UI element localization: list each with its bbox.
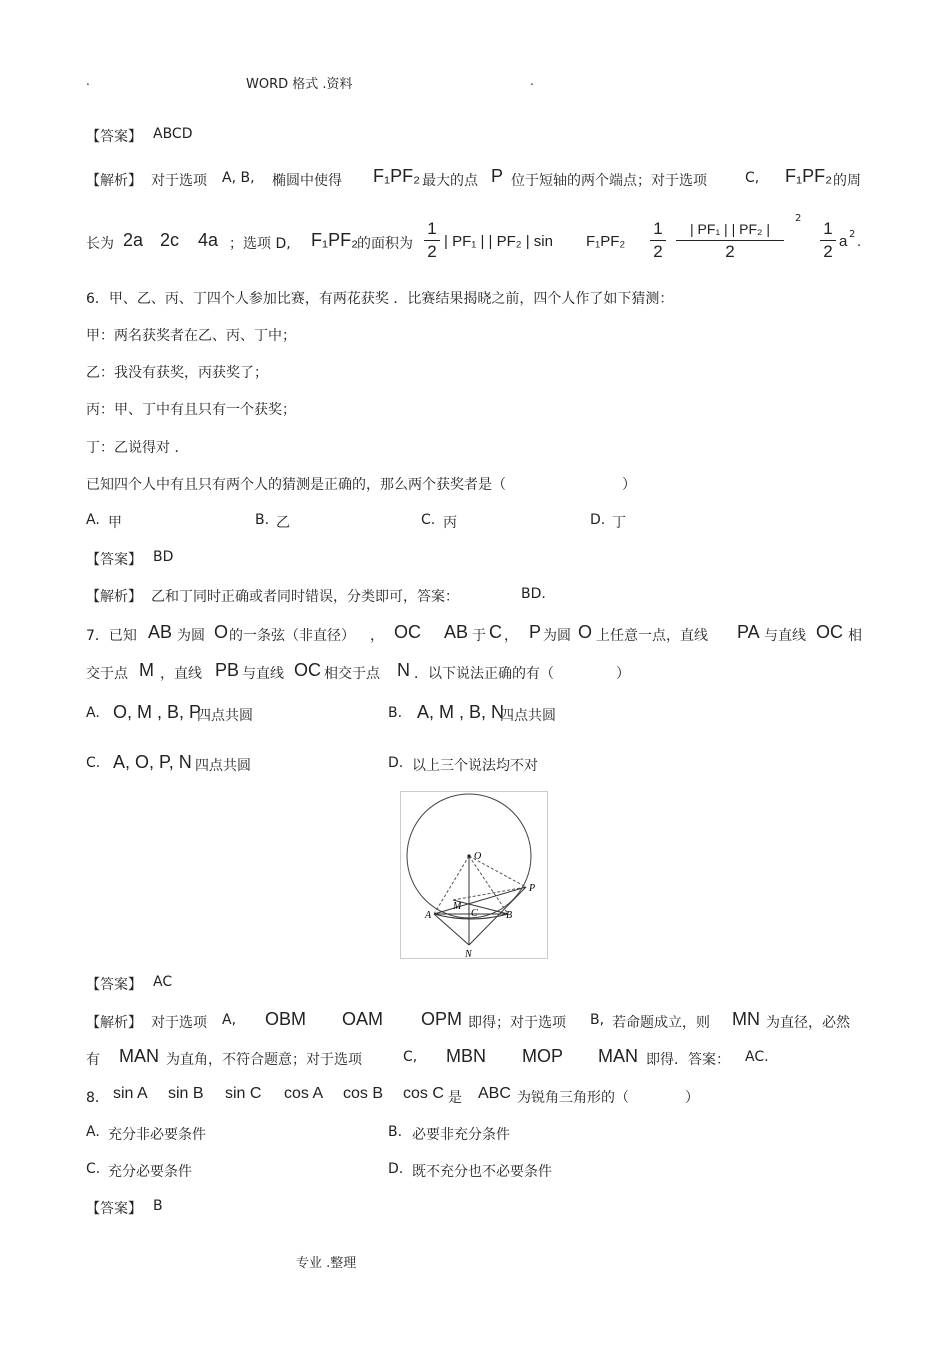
q7-l1-oc: OC (394, 622, 421, 642)
q7-a2-man: MAN (119, 1046, 159, 1066)
q8-option-d-text: 既不充分也不必要条件 (412, 1164, 552, 1180)
q7-a1-t4: 为直径，必然 (766, 1015, 850, 1031)
q8-option-a-letter: A. (86, 1124, 100, 1140)
q7-answer-label: 【答案】 (86, 977, 142, 993)
q5-l2-v2: 2c (160, 230, 180, 250)
q5-l1-t5: 的周 (833, 173, 861, 189)
q5-l1-t2: 椭圆中使得 (272, 173, 342, 189)
q6-question: 已知四个人中有且只有两个人的猜测是正确的，那么两个获奖者是（ (86, 477, 506, 493)
frac-num: | PF₁ | | PF₂ | (690, 221, 770, 237)
q5-l2-t2: ；选项 D, (229, 236, 291, 252)
q7-l1-comma2: ， (504, 628, 518, 644)
footer-text: 专业 .整理 (296, 1256, 357, 1271)
q6-guess-3: 丙：甲、丁中有且只有一个获奖； (86, 402, 296, 418)
q7-l1-t7: 相 (848, 628, 862, 644)
q6-analysis-answer: BD. (521, 586, 546, 602)
frac-den: 2 (823, 242, 833, 261)
q7-l2-m: M (139, 660, 154, 680)
frac-num: 1 (653, 219, 663, 238)
q7-l1-t3: 于 (472, 628, 486, 644)
q5-l1-t1: 对于选项 (151, 173, 207, 189)
q6-option-b-letter: B. (255, 512, 270, 528)
q7-a2-e2: MOP (522, 1046, 564, 1066)
q8-abc: ABC (478, 1085, 511, 1102)
q8-end: ） (685, 1090, 699, 1106)
q7-option-a-letter: A. (86, 705, 100, 721)
q6-option-d-text: 丁 (612, 515, 626, 531)
q5-l1-opts: A, B, (222, 170, 255, 186)
q5-analysis-label: 【解析】 (86, 173, 142, 189)
q7-option-b-text: 四点共圆 (500, 708, 556, 724)
q8-option-b-text: 必要非充分条件 (412, 1127, 510, 1143)
q7-l1-oc2: OC (816, 622, 843, 642)
q8-t1: 是 (448, 1090, 462, 1106)
q8-option-d-letter: D. (388, 1161, 404, 1177)
q7-l1-num: 7．已知 (86, 628, 137, 644)
q7-option-d-letter: D. (388, 755, 404, 771)
q5-answer: ABCD (153, 126, 193, 142)
q5-half3-fraction (820, 218, 836, 263)
q6-analysis-label: 【解析】 (86, 589, 142, 605)
q6-answer-label: 【答案】 (86, 552, 142, 568)
q7-a2-t2: 为直角，不符合题意；对于选项 (166, 1052, 362, 1068)
q8-option-c-letter: C. (86, 1161, 101, 1177)
q5-l2-v3: 4a (198, 230, 219, 250)
q8-answer-label: 【答案】 (86, 1201, 142, 1217)
q5-l1-p: P (491, 166, 504, 186)
q6-option-d-letter: D. (590, 512, 606, 528)
q8-option-c-text: 充分必要条件 (108, 1164, 192, 1180)
q7-a1-mn: MN (732, 1009, 760, 1029)
q7-l1-ab: AB (148, 622, 173, 642)
q8-term-1: sin A (113, 1085, 148, 1102)
header-title: WORD 格式 .资料 (246, 77, 353, 92)
q6-guess-1: 甲：两名获奖者在乙、丙、丁中； (86, 328, 296, 344)
frac-den: 2 (725, 242, 735, 261)
q5-l1-f1pf2: F₁PF₂ (373, 166, 421, 186)
q5-half-fraction (424, 218, 440, 263)
q7-a2-e1: MBN (446, 1046, 486, 1066)
q7-l2-oc: OC (294, 660, 321, 680)
q7-l2-t3: 与直线 (242, 666, 284, 682)
q7-l1-ab2: AB (444, 622, 469, 642)
label-n: N (465, 949, 472, 959)
q6-option-a-letter: A. (86, 512, 100, 528)
q7-a1-t3: 若命题成立，则 (612, 1015, 710, 1031)
q7-l1-t2: 的一条弦（非直径） (229, 628, 355, 644)
q5-l2-f1pf2-b: F₁PF₂ (586, 233, 626, 250)
q7-l1-t1: 为圆 (177, 628, 205, 644)
q7-a1-t1: 对于选项 (151, 1015, 207, 1031)
circle-geometry-figure (400, 791, 548, 959)
q7-option-c-letter: C. (86, 755, 101, 771)
q5-half2-fraction (650, 218, 666, 263)
q7-answer: AC (153, 974, 173, 990)
q5-l1-optc: C, (745, 170, 760, 186)
q5-l1-t3: 最大的点 (422, 173, 478, 189)
q7-a2-opt-c: C, (403, 1049, 418, 1065)
q5-l1-f1pf2-b: F₁PF₂ (785, 166, 833, 186)
q7-a1-e2: OAM (342, 1009, 384, 1029)
q7-option-c-text: 四点共圆 (195, 758, 251, 774)
header-left-dot: . (86, 74, 90, 88)
q5-big-fraction (676, 218, 784, 263)
frac-num: 1 (427, 219, 437, 238)
q7-l1-pa: PA (737, 622, 760, 642)
q7-a1-e3: OPM (421, 1009, 463, 1029)
label-p: P (529, 883, 536, 894)
q7-l2-t2: ，直线 (160, 666, 202, 682)
q5-l2-v1: 2a (123, 230, 144, 250)
q5-l2-f1pf2: F₁PF₂ (311, 230, 359, 250)
q5-l2-sq: 2 (795, 213, 802, 224)
q7-a1-opt-a: A, (222, 1012, 237, 1028)
q6-question-end: ） (622, 477, 636, 493)
q8-answer: B (153, 1198, 163, 1214)
q7-l1-p: P (529, 622, 542, 642)
q5-answer-label: 【答案】 (86, 129, 142, 145)
label-a: A (425, 910, 432, 921)
q7-l1-c: C (489, 622, 502, 642)
q7-l1-o: O (214, 622, 229, 642)
q6-option-a-text: 甲 (108, 515, 122, 531)
point-o (467, 854, 470, 857)
q7-a2-t1: 有 (86, 1052, 100, 1068)
frac-den: 2 (427, 242, 437, 261)
figure-frame (401, 792, 548, 959)
q7-l1-comma: ， (370, 628, 384, 644)
q5-l2-t3: 的面积为 (357, 236, 413, 252)
q7-l2-t1: 交于点 (86, 666, 128, 682)
q7-l2-pb: PB (215, 660, 240, 680)
q8-term-6: cos C (403, 1085, 444, 1102)
q7-l2-n: N (397, 660, 410, 680)
label-m: M (453, 901, 462, 912)
header-right-dot: . (530, 74, 534, 88)
q7-l1-t5: 上任意一点，直线 (596, 628, 708, 644)
q7-l1-o2: O (578, 622, 593, 642)
q5-l2-expr1: | PF₁ | | PF₂ | sin (444, 233, 553, 250)
q7-a2-ans: AC. (745, 1049, 769, 1065)
label-b: B (506, 910, 513, 921)
q6-option-c-text: 丙 (443, 515, 457, 531)
label-o: O (474, 851, 482, 862)
q7-option-b-letter: B. (388, 705, 403, 721)
q7-l1-t4: 为圆 (543, 628, 571, 644)
q8-num: 8． (86, 1090, 109, 1106)
q7-l2-t4: 相交于点 (324, 666, 380, 682)
q5-l2-t1: 长为 (86, 236, 114, 252)
q8-term-3: sin C (225, 1085, 262, 1102)
q8-term-5: cos B (343, 1085, 384, 1102)
q7-a2-t3: 即得．答案： (646, 1052, 730, 1068)
q7-analysis-label: 【解析】 (86, 1015, 142, 1031)
q6-guess-4: 丁：乙说得对 ． (86, 440, 189, 456)
q6-option-c-letter: C. (421, 512, 436, 528)
q7-a1-opt-b: B, (590, 1012, 605, 1028)
q6-analysis: 乙和丁同时正确或者同时错误，分类即可，答案： (151, 589, 459, 605)
q7-a1-e1: OBM (265, 1009, 307, 1029)
q7-l2-t5: ．以下说法正确的有（ (414, 666, 554, 682)
frac-num: 1 (823, 219, 833, 238)
label-c: C (471, 908, 478, 919)
q6-stem: 6．甲、乙、丙、丁四个人参加比赛，有两花获奖 ．比赛结果揭晓之前，四个人作了如下猜测： (86, 291, 674, 307)
q7-a1-t2: 即得；对于选项 (468, 1015, 566, 1031)
q7-l2-end: ） (616, 666, 630, 682)
q7-option-b-points: A, M , B, N (417, 702, 505, 722)
q7-a2-e3: MAN (598, 1046, 638, 1066)
q8-option-b-letter: B. (388, 1124, 403, 1140)
q5-l2-a-sq: 2 (849, 229, 856, 240)
q8-t2: 为锐角三角形的（ (517, 1090, 629, 1106)
q7-l1-t6: 与直线 (764, 628, 806, 644)
q7-option-a-points: O, M , B, P (113, 702, 202, 722)
q7-option-a-text: 四点共圆 (197, 708, 253, 724)
q6-guess-2: 乙：我没有获奖，丙获奖了； (86, 365, 268, 381)
q5-l1-t4: 位于短轴的两个端点；对于选项 (511, 173, 707, 189)
q5-l2-end: . (857, 233, 862, 250)
q8-term-4: cos A (284, 1085, 324, 1102)
q8-option-a-text: 充分非必要条件 (108, 1127, 206, 1143)
q6-option-b-text: 乙 (276, 515, 290, 531)
q8-term-2: sin B (168, 1085, 204, 1102)
q5-l2-a: a (839, 233, 848, 250)
q7-option-c-points: A, O, P, N (113, 752, 192, 772)
q6-answer: BD (153, 549, 174, 565)
q7-option-d-text: 以上三个说法均不对 (412, 758, 538, 774)
frac-den: 2 (653, 242, 663, 261)
